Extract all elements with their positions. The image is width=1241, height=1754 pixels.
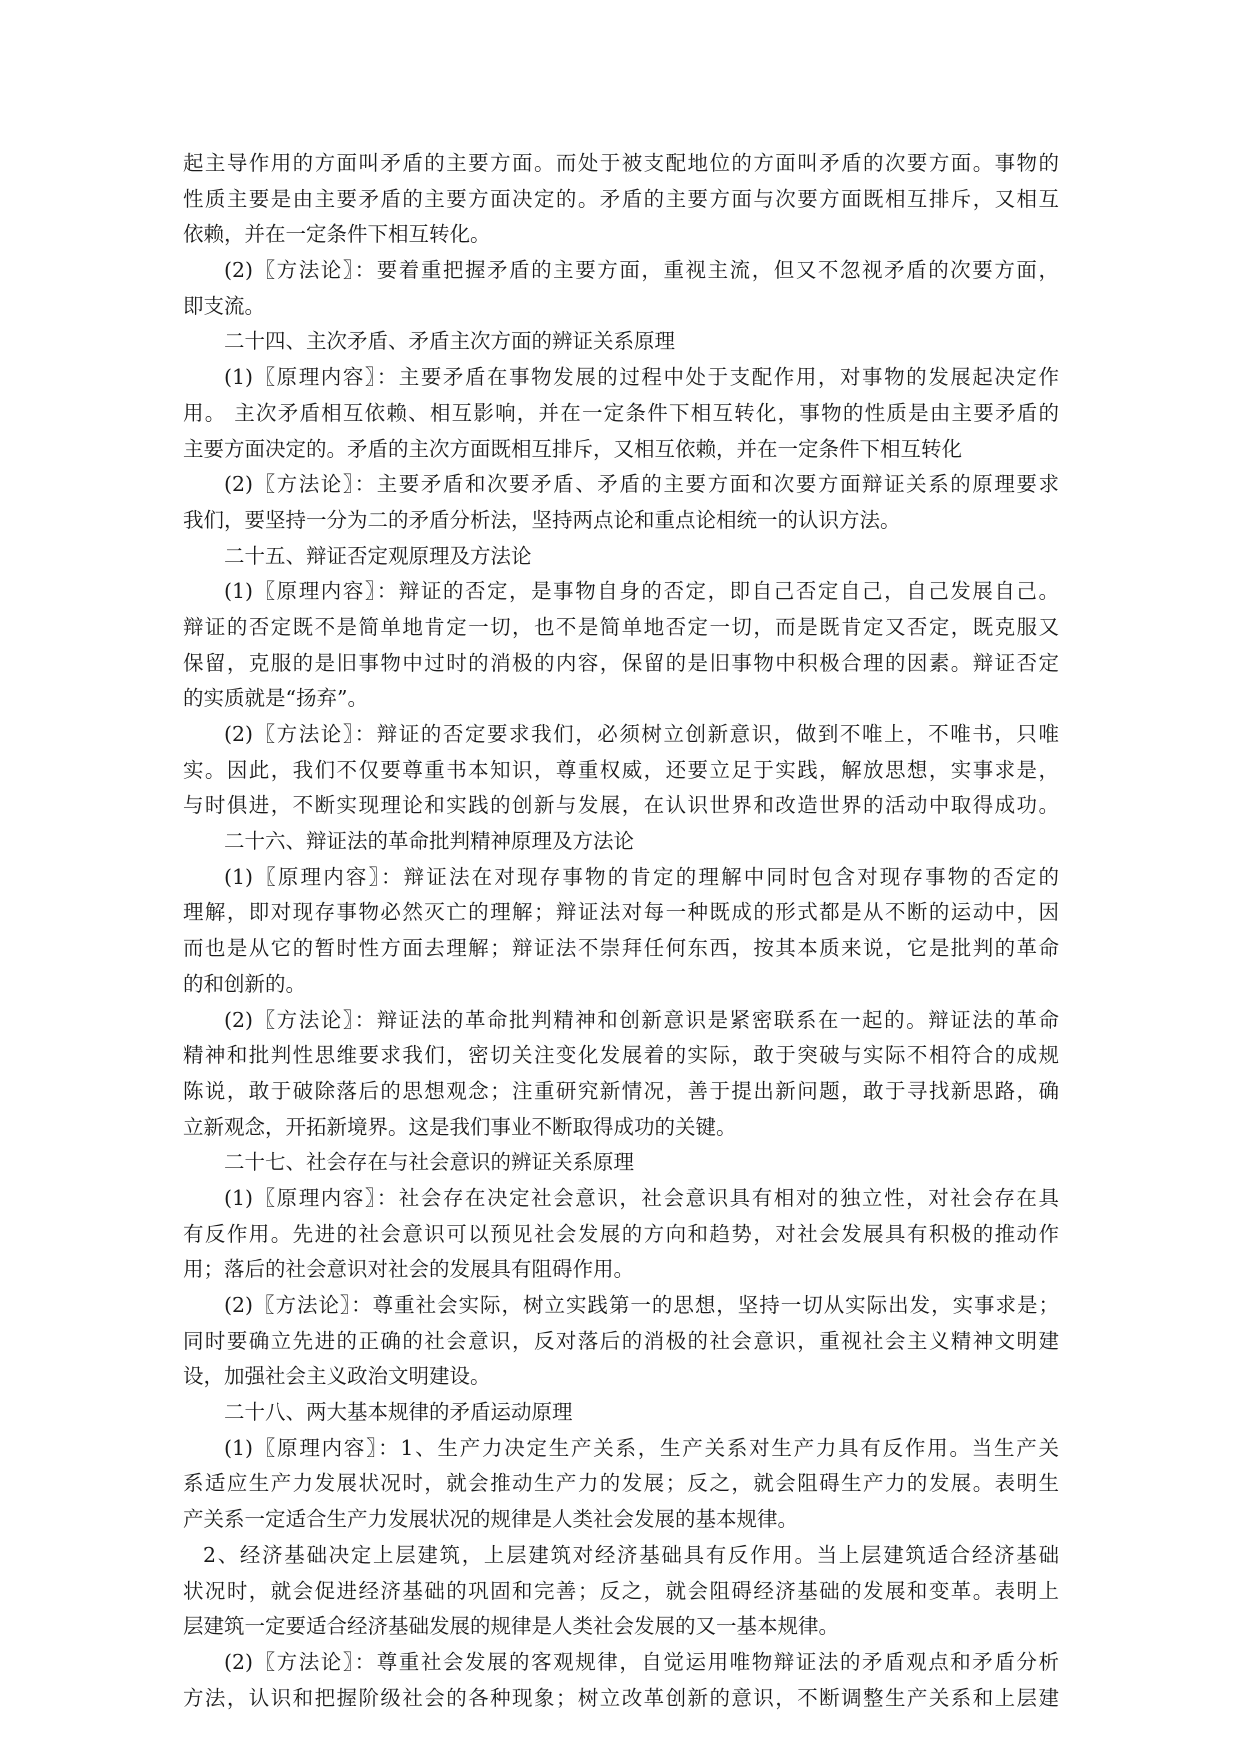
- text-line: 2、经济基础决定上层建筑，上层建筑对经济基础具有反作用。当上层建筑适合经济基础: [203, 1542, 1059, 1567]
- text-line: 主要方面决定的。矛盾的主次方面既相互排斥，又相互依赖，并在一定条件下相互转化: [183, 436, 962, 461]
- text-line: 同时要确立先进的正确的社会意识，反对落后的消极的社会意识，重视社会主义精神文明建: [183, 1328, 1059, 1353]
- text-line: (2)〖方法论〗：尊重社会发展的客观规律，自觉运用唯物辩证法的矛盾观点和矛盾分析: [224, 1649, 1059, 1674]
- text-line: 保留，克服的是旧事物中过时的消极的内容，保留的是旧事物中积极合理的因素。辩证否定: [183, 650, 1059, 675]
- text-line: (1)〖原理内容〗：辩证法在对现存事物的肯定的理解中同时包含对现存事物的否定的: [224, 864, 1059, 889]
- text-line: 依赖，并在一定条件下相互转化。: [183, 222, 491, 247]
- text-line: 我们，要坚持一分为二的矛盾分析法，坚持两点论和重点论相统一的认识方法。: [183, 507, 901, 532]
- text-line: 设，加强社会主义政治文明建设。: [183, 1364, 491, 1389]
- text-line: 理解，即对现存事物必然灭亡的理解；辩证法对每一种既成的形式都是从不断的运动中，因: [183, 900, 1059, 925]
- text-line: 立新观念，开拓新境界。这是我们事业不断取得成功的关键。: [183, 1114, 737, 1139]
- text-line: 的实质就是“扬弃”。: [183, 686, 368, 711]
- text-line: 用；落后的社会意识对社会的发展具有阻碍作用。: [183, 1257, 634, 1282]
- text-line: (2)〖方法论〗：主要矛盾和次要矛盾、矛盾的主要方面和次要方面辩证关系的原理要求: [224, 472, 1059, 497]
- text-line: (1)〖原理内容〗：1、生产力决定生产关系，生产关系对生产力具有反作用。当生产关: [224, 1435, 1059, 1460]
- text-line: 二十四、主次矛盾、矛盾主次方面的辨证关系原理: [224, 329, 675, 354]
- text-line: 辩证的否定既不是简单地肯定一切，也不是简单地否定一切，而是既肯定又否定，既克服又: [183, 614, 1059, 639]
- text-line: (1)〖原理内容〗：社会存在决定社会意识，社会意识具有相对的独立性，对社会存在具: [224, 1185, 1059, 1210]
- text-line: 的和创新的。: [183, 971, 306, 996]
- text-line: (2)〖方法论〗：辩证的否定要求我们，必须树立创新意识，做到不唯上，不唯书，只唯: [224, 722, 1059, 746]
- text-line: (2)〖方法论〗：辩证法的革命批判精神和创新意识是紧密联系在一起的。辩证法的革命: [224, 1007, 1059, 1032]
- text-line: (2)〖方法论〗：要着重把握矛盾的主要方面，重视主流，但又不忽视矛盾的次要方面，: [224, 258, 1059, 283]
- text-line: 而也是从它的暂时性方面去理解；辩证法不崇拜任何东西，按其本质来说，它是批判的革命: [183, 936, 1059, 961]
- text-line: 二十八、两大基本规律的矛盾运动原理: [224, 1400, 573, 1425]
- text-line: 二十五、辩证否定观原理及方法论: [224, 543, 532, 568]
- text-line: 二十六、辩证法的革命批判精神原理及方法论: [224, 829, 634, 854]
- text-line: 用。 主次矛盾相互依赖、相互影响，并在一定条件下相互转化，事物的性质是由主要矛盾的: [183, 400, 1059, 425]
- text-line: (1)〖原理内容〗：主要矛盾在事物发展的过程中处于支配作用，对事物的发展起决定作: [224, 365, 1059, 390]
- document-page: [183, 146, 1059, 1716]
- text-line: 产关系一定适合生产力发展状况的规律是人类社会发展的基本规律。: [183, 1507, 798, 1532]
- text-line: 有反作用。先进的社会意识可以预见社会发展的方向和趋势，对社会发展具有积极的推动作: [183, 1221, 1059, 1246]
- text-line: 陈说，敢于破除落后的思想观念；注重研究新情况，善于提出新问题，敢于寻找新思路，确: [183, 1078, 1059, 1103]
- text-line: 精神和批判性思维要求我们，密切关注变化发展着的实际，敢于突破与实际不相符合的成规: [183, 1043, 1059, 1068]
- text-line: 方法，认识和把握阶级社会的各种现象；树立改革创新的意识，不断调整生产关系和上层建: [183, 1685, 1059, 1710]
- text-line: 层建筑一定要适合经济基础发展的规律是人类社会发展的又一基本规律。: [183, 1614, 839, 1639]
- text-line: 性质主要是由主要矛盾的主要方面决定的。矛盾的主要方面与次要方面既相互排斥，又相互: [183, 186, 1059, 211]
- text-line: 二十七、社会存在与社会意识的辨证关系原理: [224, 1150, 634, 1175]
- text-line: 实。因此，我们不仅要尊重书本知识，尊重权威，还要立足于实践，解放思想，实事求是，: [183, 757, 1059, 782]
- text-line: (1)〖原理内容〗：辩证的否定，是事物自身的否定，即自己否定自己，自己发展自己。: [224, 579, 1059, 604]
- text-line: 即支流。: [183, 293, 265, 318]
- text-line: 起主导作用的方面叫矛盾的主要方面。而处于被支配地位的方面叫矛盾的次要方面。事物的: [183, 151, 1059, 175]
- text-line: 系适应生产力发展状况时，就会推动生产力的发展；反之，就会阻碍生产力的发展。表明生: [183, 1471, 1059, 1496]
- text-line: 与时俱进，不断实现理论和实践的创新与发展，在认识世界和改造世界的活动中取得成功。: [183, 793, 1059, 818]
- text-line: 状况时，就会促进经济基础的巩固和完善；反之，就会阻碍经济基础的发展和变革。表明上: [183, 1578, 1059, 1603]
- text-line: (2)〖方法论〗：尊重社会实际，树立实践第一的思想，坚持一切从实际出发，实事求是；: [224, 1293, 1059, 1317]
